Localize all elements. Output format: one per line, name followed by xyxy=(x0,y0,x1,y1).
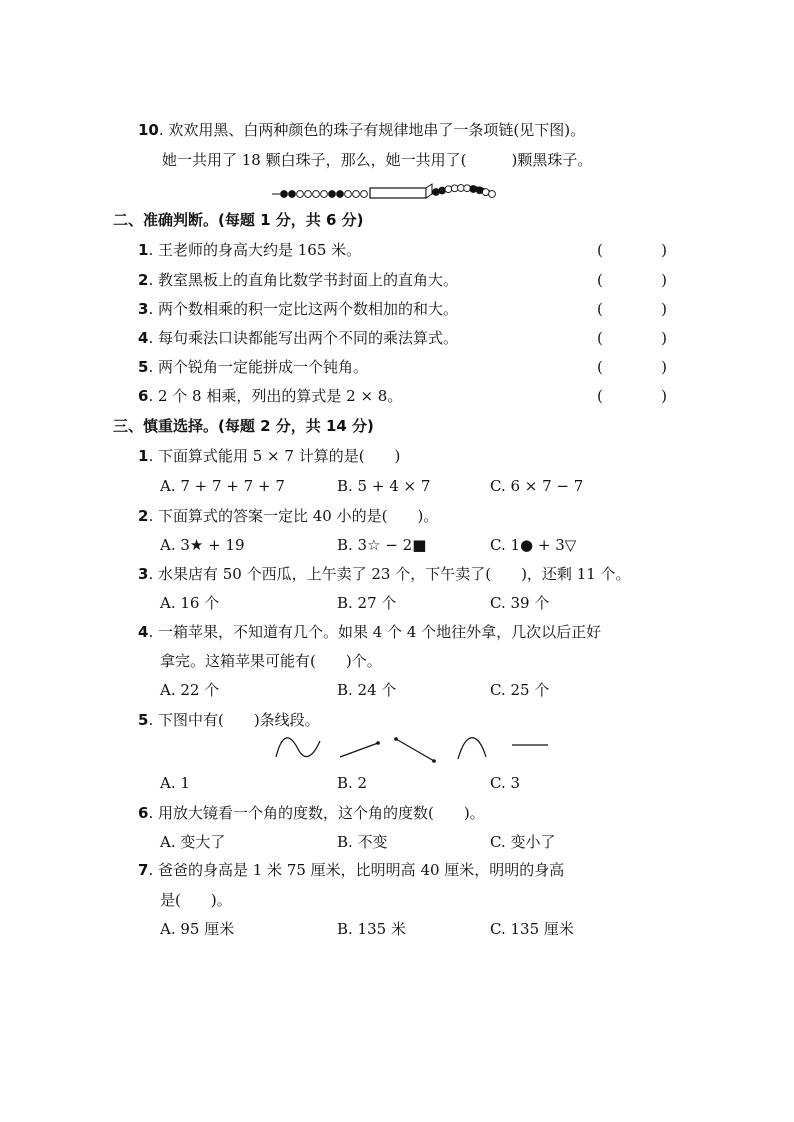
s3-q1-text: . 下面算式能用 5 × 7 计算的是( ) xyxy=(148,447,401,465)
s2-item-3 xyxy=(138,299,458,319)
s3-q5-option-c[interactable]: C. 3 xyxy=(490,774,521,792)
paren-close: ) xyxy=(661,241,667,259)
paren-open: ( xyxy=(597,271,603,289)
s3-q4-text: . 一箱苹果，不知道有几个。如果 4 个 4 个地往外拿，几次以后正好 xyxy=(148,623,602,641)
paren-open: ( xyxy=(597,329,603,347)
necklace-figure xyxy=(272,184,462,204)
q10-number: 10 xyxy=(138,121,159,139)
paren-open: ( xyxy=(597,241,603,259)
s3-q2-number: 2 xyxy=(138,507,149,525)
segment-2-endpoint-b xyxy=(432,759,436,763)
s3-q2-option-a[interactable]: A. 3★ + 19 xyxy=(160,536,245,554)
black-bead xyxy=(439,187,446,194)
paren-close: ) xyxy=(661,358,667,376)
s3-q7 xyxy=(138,860,564,880)
s3-q2 xyxy=(138,506,438,526)
s3-q5-number: 5 xyxy=(138,711,149,729)
paren-close: ) xyxy=(661,271,667,289)
s3-q2-text: . 下面算式的答案一定比 40 小的是( )。 xyxy=(148,507,439,525)
s3-q3-option-a[interactable]: A. 16 个 xyxy=(160,594,220,612)
s3-q7-option-a[interactable]: A. 95 厘米 xyxy=(160,920,235,938)
s3-q6-option-a[interactable]: A. 变大了 xyxy=(160,833,226,851)
s2-item-text: . 每句乘法口诀都能写出两个不同的乘法算式。 xyxy=(148,329,458,347)
black-bead xyxy=(281,191,288,198)
black-bead xyxy=(289,191,296,198)
s2-item-number: 2 xyxy=(138,271,149,289)
s3-q6-number: 6 xyxy=(138,804,149,822)
s2-answer-blank[interactable] xyxy=(597,328,667,348)
black-bead xyxy=(433,189,440,196)
s3-q3-text: . 水果店有 50 个西瓜，上午卖了 23 个，下午卖了( )，还剩 11 个。 xyxy=(148,565,631,583)
black-bead xyxy=(470,186,477,193)
s3-q1-option-a[interactable]: A. 7 + 7 + 7 + 7 xyxy=(160,477,285,495)
s3-q7-option-b[interactable]: B. 135 米 xyxy=(337,920,406,938)
s3-q1-option-b[interactable]: B. 5 + 4 × 7 xyxy=(337,477,431,495)
s2-item-number: 1 xyxy=(138,241,149,259)
white-bead xyxy=(464,185,471,192)
s3-q4 xyxy=(138,622,601,642)
q10-line2: 她一共用了 18 颗白珠子，那么，她一共用了( )颗黑珠子。 xyxy=(162,151,593,169)
white-bead xyxy=(321,191,328,198)
s2-item-number: 3 xyxy=(138,300,149,318)
s2-item-text: . 两个数相乘的积一定比这两个数相加的和大。 xyxy=(148,300,458,318)
s3-q1-option-c[interactable]: C. 6 × 7 − 7 xyxy=(490,477,584,495)
s3-q3 xyxy=(138,564,631,584)
s2-answer-blank[interactable] xyxy=(597,299,667,319)
necklace-hidden-part xyxy=(370,188,426,198)
s3-q2-option-c[interactable]: C. 1● + 3▽ xyxy=(490,536,577,554)
s3-q4-text-cont: 拿完。这箱苹果可能有( )个。 xyxy=(160,652,382,670)
s2-item-text: . 两个锐角一定能拼成一个钝角。 xyxy=(148,358,368,376)
s3-q5-option-a[interactable]: A. 1 xyxy=(160,774,190,792)
paren-close: ) xyxy=(661,387,667,405)
s2-item-5 xyxy=(138,357,368,377)
s3-q7-number: 7 xyxy=(138,861,149,879)
s2-item-number: 6 xyxy=(138,387,149,405)
s3-q2-option-b[interactable]: B. 3☆ − 2■ xyxy=(337,536,427,554)
s2-item-text: . 2 个 8 相乘，列出的算式是 2 × 8。 xyxy=(148,387,403,405)
white-bead xyxy=(489,191,496,198)
s3-q3-option-c[interactable]: C. 39 个 xyxy=(490,594,550,612)
s3-q7-text: . 爸爸的身高是 1 米 75 厘米，比明明高 40 厘米，明明的身高 xyxy=(148,861,565,879)
wave-curve xyxy=(276,738,320,757)
s3-q3-number: 3 xyxy=(138,565,149,583)
s3-q7-option-c[interactable]: C. 135 厘米 xyxy=(490,920,574,938)
white-bead xyxy=(345,191,352,198)
s2-item-4 xyxy=(138,328,458,348)
section2-header: 二、准确判断。(每题 1 分，共 6 分) xyxy=(113,211,364,229)
s3-q6-option-b[interactable]: B. 不变 xyxy=(337,833,388,851)
s3-q7-text-cont: 是( )。 xyxy=(160,891,232,909)
s2-answer-blank[interactable] xyxy=(597,386,667,406)
paren-open: ( xyxy=(597,300,603,318)
segment-2 xyxy=(396,739,434,761)
necklace-hidden-part-edge xyxy=(426,184,432,198)
white-bead xyxy=(482,189,489,196)
s3-q4-number: 4 xyxy=(138,623,149,641)
s3-q6-text: . 用放大镜看一个角的度数，这个角的度数( )。 xyxy=(148,804,485,822)
paren-close: ) xyxy=(661,300,667,318)
s3-q4-option-c[interactable]: C. 25 个 xyxy=(490,681,550,699)
paren-open: ( xyxy=(597,358,603,376)
q10-line1 xyxy=(138,120,585,140)
s2-item-number: 5 xyxy=(138,358,149,376)
s3-q6-option-c[interactable]: C. 变小了 xyxy=(490,833,556,851)
q10-text1: . 欢欢用黑、白两种颜色的珠子有规律地串了一条项链(见下图)。 xyxy=(158,121,586,139)
s3-q3-option-b[interactable]: B. 27 个 xyxy=(337,594,397,612)
s3-q6 xyxy=(138,803,485,823)
s2-answer-blank[interactable] xyxy=(597,357,667,377)
s2-item-text: . 教室黑板上的直角比数学书封面上的直角大。 xyxy=(148,271,458,289)
s2-answer-blank[interactable] xyxy=(597,240,667,260)
white-bead xyxy=(361,191,368,198)
paren-open: ( xyxy=(597,387,603,405)
s3-q1-number: 1 xyxy=(138,447,149,465)
paren-close: ) xyxy=(661,329,667,347)
arc-curve xyxy=(458,738,486,759)
white-bead xyxy=(297,191,304,198)
s3-q5-option-b[interactable]: B. 2 xyxy=(337,774,368,792)
white-bead xyxy=(353,191,360,198)
s2-item-2 xyxy=(138,270,458,290)
black-bead xyxy=(476,187,483,194)
black-bead xyxy=(337,191,344,198)
s2-answer-blank[interactable] xyxy=(597,270,667,290)
segment-1 xyxy=(340,743,378,757)
s3-q5 xyxy=(138,710,320,730)
white-bead xyxy=(445,186,452,193)
s3-q5-text: . 下图中有( )条线段。 xyxy=(148,711,320,729)
white-bead xyxy=(305,191,312,198)
s3-q1 xyxy=(138,446,400,466)
section3-header: 三、慎重选择。(每题 2 分，共 14 分) xyxy=(113,417,374,435)
segment-1-endpoint xyxy=(376,741,380,745)
s3-q4-option-a[interactable]: A. 22 个 xyxy=(160,681,220,699)
white-bead xyxy=(313,191,320,198)
s2-item-text: . 王老师的身高大约是 165 米。 xyxy=(148,241,362,259)
s3-q4-option-b[interactable]: B. 24 个 xyxy=(337,681,397,699)
q5-figure xyxy=(274,735,574,765)
black-bead xyxy=(329,191,336,198)
s2-item-number: 4 xyxy=(138,329,149,347)
s2-item-6 xyxy=(138,386,402,406)
s2-item-1 xyxy=(138,240,361,260)
segment-2-endpoint-a xyxy=(394,737,398,741)
